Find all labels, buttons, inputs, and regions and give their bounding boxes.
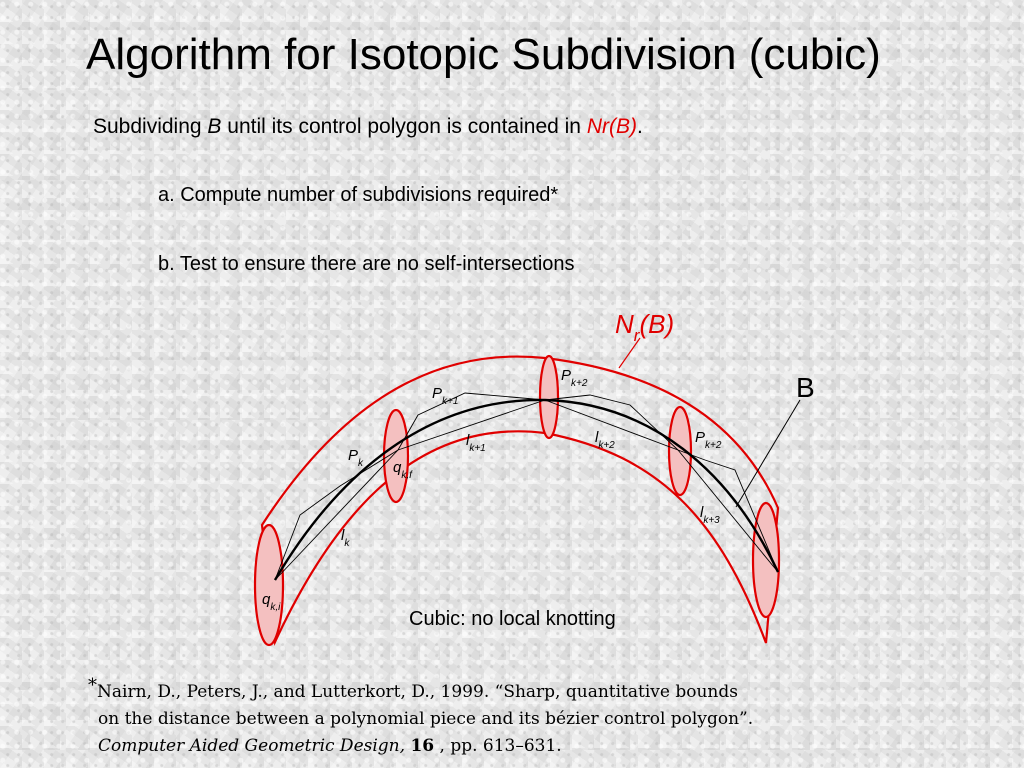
qki-label: $q_{k,i}$	[262, 591, 281, 613]
pk1-label: $P_{k+1}$	[432, 385, 459, 407]
reference-line-2: on the distance between a polynomial piece and its bézier control polygon”.	[98, 709, 754, 729]
curve-b-label: B	[796, 372, 815, 403]
step-b: b. Test to ensure there are no self-intersections	[158, 253, 575, 275]
subtitle-region: Nr(B)	[586, 115, 637, 138]
diagram-caption: Cubic: no local knotting	[409, 608, 616, 630]
cross-section-ellipse	[255, 525, 283, 645]
neighborhood-region	[262, 357, 778, 643]
cross-section-ellipse	[753, 503, 779, 617]
pk2-top-label: $P_{k+2}$	[561, 367, 588, 389]
subtitle-middle: until its control polygon is contained in	[221, 115, 587, 138]
nr-label: $N_r(B)$	[615, 309, 675, 345]
lk1-label: $l_{k+1}$	[466, 432, 486, 454]
lk2-label: $l_{k+2}$	[595, 429, 615, 451]
subtitle-prefix: Subdividing	[93, 115, 208, 138]
chord-segments	[275, 400, 778, 580]
reference-pages: , pp. 613–631.	[434, 736, 562, 756]
cross-section-ellipse	[540, 356, 558, 438]
reference-volume: 16	[410, 736, 435, 756]
step-a: a. Compute number of subdivisions required*	[158, 184, 559, 206]
qkf-label: $q_{k,f}$	[393, 459, 412, 481]
reference-line-1: Nairn, D., Peters, J., and Lutterkort, D., 1999. “Sharp, quantitative bounds	[97, 682, 738, 702]
reference-marker: *	[88, 675, 97, 696]
reference-journal: Computer Aided Geometric Design,	[98, 736, 406, 756]
subtitle-suffix: .	[636, 115, 643, 138]
slide-title: Algorithm for Isotopic Subdivision (cubic)	[86, 30, 881, 79]
cubic-curve-b	[275, 400, 778, 580]
reference-citation	[88, 675, 754, 760]
pk-label: $P_k$	[348, 447, 364, 469]
subtitle-curve: B	[207, 115, 222, 138]
pk2-right-label: $P_{k+2}$	[695, 429, 722, 451]
lk-label: $l_k$	[341, 527, 350, 549]
lk3-label: $l_{k+3}$	[700, 504, 720, 526]
